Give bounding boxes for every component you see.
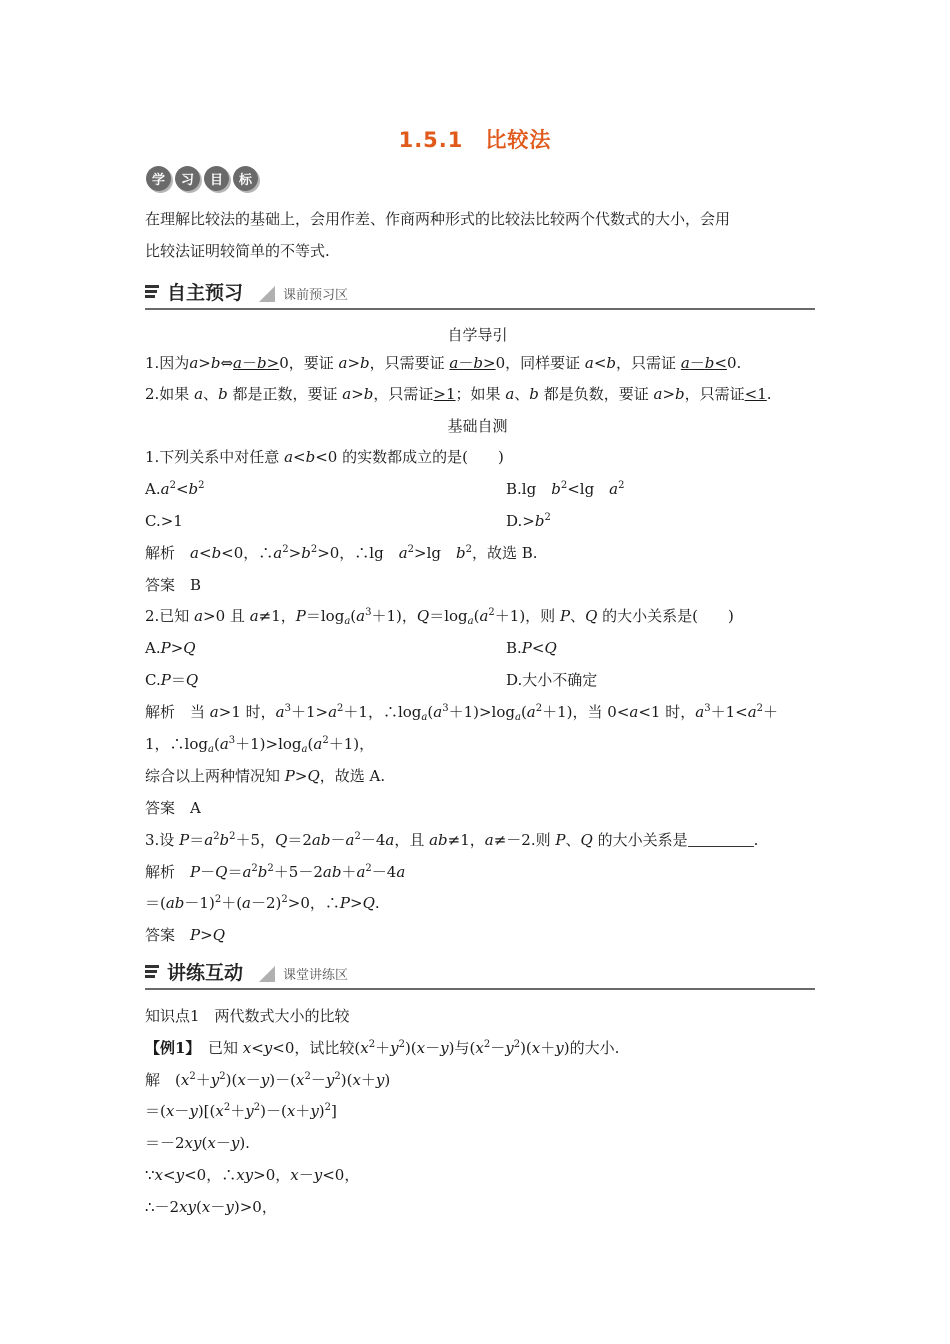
q2-option-c: C.P＝Q: [145, 671, 199, 689]
q1-answer-value: B: [190, 576, 202, 594]
solution-line-4: ∵x<y<0，∴xy>0，x－y<0，: [145, 1166, 360, 1184]
q2-option-a: A.P>Q: [145, 639, 196, 657]
guide-heading: 自学导引: [447, 326, 508, 344]
section-wedge-icon: [259, 286, 275, 302]
q2-summary-text: 综合以上两种情况知: [145, 767, 281, 785]
q3-analysis-line-2: $=(ab-1)^2+(a-2)^2>0$，∴P>Q.: [145, 894, 380, 912]
q1-answer: [145, 575, 815, 595]
section-title: 讲练互动: [167, 962, 244, 984]
solution-line-5: ∴－2xy(x－y)>0，: [145, 1198, 277, 1216]
goal-char-2: 习: [175, 166, 200, 191]
solution-line-2: $=(x-y)[(x^2+y^2)-(x+y)^2]$: [145, 1102, 337, 1120]
q3-answer-label: 答案: [145, 926, 176, 944]
q2-answer-label: 答案: [145, 799, 176, 817]
q1-option-d: $D.>b^2$: [506, 512, 551, 530]
goals-text-line-2: 比较法证明较简单的不等式.: [145, 242, 330, 260]
goal-char-1: 学: [146, 166, 171, 191]
q2-analysis-line-2: 1，$\therefore\log_a(a^3+1)>\log_a(a^2+1)$，: [145, 735, 375, 755]
guide-item-2-mid2: ；如果: [455, 385, 501, 403]
q2-option-b: B.P<Q: [506, 639, 557, 657]
knowledge-point-heading: 知识点1 两代数式大小的比较: [145, 1007, 350, 1025]
q2-option-d: D.大小不确定: [506, 671, 598, 689]
q2-analysis-line-1: 解析 当 a>1 时，$a^3+1>a^2+1$，$\therefore\log_a(a^3+1)>\log_a(a^2+1)$，当 0<a<1 时，$a^3+1<a^2+$: [145, 703, 779, 723]
guide-item-2-end: .: [766, 385, 772, 403]
q1-analysis: 解析 a<b<0，$\therefore a^2>b^2>0$，∴lg $a^2>\lg$ $b^2$，故选 B.: [145, 544, 538, 562]
q1-analysis-label: 解析: [145, 544, 176, 562]
guide-item-2-prefix: 2.如果: [145, 385, 190, 403]
q3-stem: 3.设 $P=a^2b^2+5$，$Q=2ab-a^2-4a$，且 ab≠1，a≠－2.则 P、Q 的大小关系是 .: [145, 831, 759, 849]
guide-item-1: 1.因为a>b⇔a－b>0，要证 a>b，只需要证 a－b>0，同样要证 a<b，只需证 a－b<0.: [145, 354, 742, 372]
guide-item-2: 2.如果 a、b 都是正数，要证 a>b，只需证>1；如果 a、b 都是负数，要证 a>b，只需证<1.: [145, 385, 772, 403]
solution-line-3: ＝－2xy(x－y).: [145, 1134, 250, 1152]
q1-prefix: 1.下列关系中对任意: [145, 448, 280, 466]
q1-option-a-label: A.: [145, 480, 161, 498]
section-bars-icon: [145, 965, 159, 983]
q3-answer: 答案 P>Q: [145, 926, 226, 944]
q1-option-d-label: D.>: [506, 512, 535, 530]
guide-item-2-mid: 都是正数，要证: [232, 385, 338, 403]
q2-summary: 综合以上两种情况知 P>Q，故选 A.: [145, 767, 386, 785]
section-bars-icon: [145, 285, 159, 303]
q3-analysis-label: 解析: [145, 863, 176, 881]
guide-item-2-gt1: >1: [433, 385, 456, 403]
q3-analysis-line-1: 解析 $P-Q=a^2b^2+5-2ab+a^2-4a$: [145, 863, 406, 881]
q2-analysis-label: 解析: [145, 703, 176, 721]
guide-item-2-mid3: 都是负数，要证: [543, 385, 649, 403]
section-wedge-icon: [259, 966, 275, 982]
q1-stem: 1.下列关系中对任意 a<b<0 的实数都成立的是( ): [145, 448, 504, 466]
q2-answer: [145, 798, 815, 818]
q1-suffix: 的实数都成立的是( ): [342, 448, 504, 466]
guide-item-2-need: ，只需证: [373, 385, 434, 403]
learning-goals-badge: [146, 166, 262, 194]
q1-answer-label: 答案: [145, 576, 176, 594]
q1-option-b: B.lg $b^2<\lg$ $a^2$: [506, 480, 625, 498]
solution-line-1: 解 $(x^2+y^2)(x-y)-(x^2-y^2)(x+y)$: [145, 1071, 391, 1089]
goal-char-3: 目: [204, 166, 229, 191]
q1-option-c: C.>1: [145, 512, 183, 530]
section-header-preview: [145, 280, 815, 310]
page-title: 1.5.1 比较法: [398, 128, 552, 152]
q3-answer-blank[interactable]: [688, 832, 754, 847]
example-1-stem: 【例1】 已知 x<y<0，试比较$(x^2+y^2)(x-y)$与$(x^2-y^2)(x+y)$的大小.: [145, 1039, 620, 1057]
goals-text-line-1: 在理解比较法的基础上，会用作差、作商两种形式的比较法比较两个代数式的大小，会用: [145, 210, 731, 228]
selftest-heading: 基础自测: [447, 417, 508, 435]
guide-item-2-lt1: <1: [744, 385, 767, 403]
section-subtitle: 课前预习区: [283, 288, 349, 303]
q3-prefix: 3.设: [145, 831, 175, 849]
q1-option-a: $A.a^2<b^2$: [145, 480, 205, 498]
solution-label: 解: [145, 1071, 161, 1089]
q2-prefix: 2.已知: [145, 607, 190, 625]
q2-stem: 2.已知 a>0 且 a≠1，$P=\log_a(a^3+1)$，$Q=\log_a(a^2+1)$，则 P、Q 的大小关系是( ): [145, 607, 734, 627]
section-title: 自主预习: [167, 282, 244, 304]
guide-item-1-prefix: 1.因为: [145, 354, 190, 372]
section-subtitle: 课堂讲练区: [283, 968, 349, 983]
guide-item-2-need-2: ，只需证: [684, 385, 745, 403]
goal-char-4: 标: [233, 166, 258, 191]
q2-answer-value: A: [190, 799, 201, 817]
q2-summary-end: ，故选 A.: [319, 767, 386, 785]
section-header-practice: [145, 960, 815, 990]
example-label: 【例1】: [145, 1039, 193, 1057]
q1-option-b-label: B.lg: [506, 480, 537, 498]
